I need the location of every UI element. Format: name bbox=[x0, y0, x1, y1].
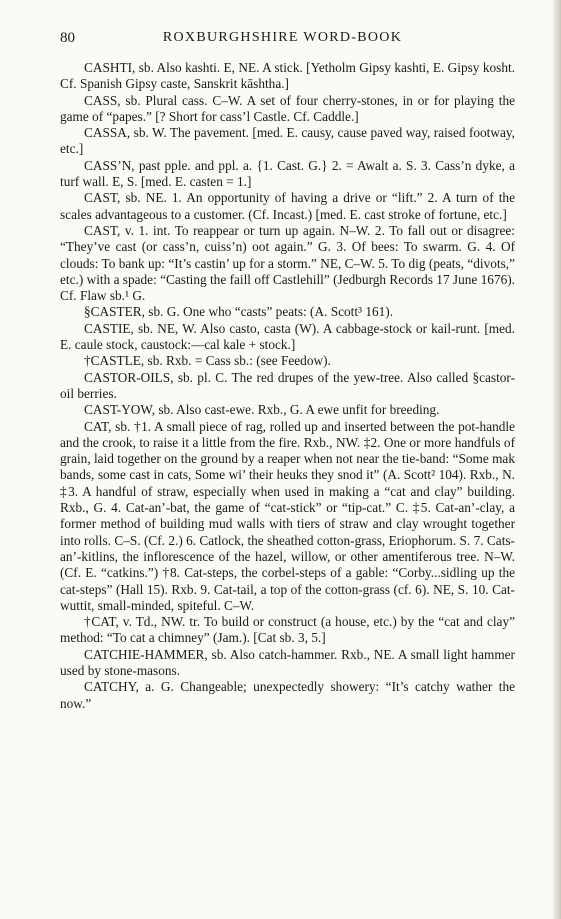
dictionary-entry bbox=[60, 321, 515, 354]
entry-headword: CASS’N bbox=[84, 157, 132, 173]
entry-headword: CAST-YOW bbox=[84, 402, 152, 418]
entry-text: , sb. Plural cass. C–W. A set of four cherry-stones, in or for playing the game of “papes.” [? Short for cass’l Castle. Cf. Caddle.] bbox=[60, 92, 515, 124]
dictionary-entry bbox=[60, 402, 515, 418]
dictionary-entry bbox=[60, 370, 515, 403]
entry-headword: CASTOR-OILS bbox=[84, 369, 171, 385]
entry-headword: CATCHIE-HAMMER bbox=[84, 646, 205, 662]
entry-text: , sb. Also cast-ewe. Rxb., G. A ewe unfit for breeding. bbox=[151, 402, 440, 418]
entry-text: , sb. Also kashti. E, NE. A stick. [Yetholm Gipsy kashti, E. Gipsy kosht. Cf. Spanish Gipsy caste, Sanskrit kāshtha.] bbox=[60, 60, 515, 92]
running-head: ROXBURGHSHIRE WORD-BOOK bbox=[162, 30, 403, 45]
dictionary-entry bbox=[60, 419, 515, 615]
entry-headword: CASHTI bbox=[84, 60, 133, 75]
page-body bbox=[60, 60, 515, 712]
page-edge bbox=[553, 0, 561, 919]
entry-text: , sb. pl. C. The red drupes of the yew-tree. Also called §castor-oil berries. bbox=[60, 369, 515, 401]
dictionary-entry bbox=[60, 304, 515, 320]
entry-text: , sb. Rxb. = Cass sb.: (see Feedow). bbox=[140, 353, 331, 369]
entry-text: , a. G. Changeable; unexpectedly showery: “It’s catchy wather the now.” bbox=[60, 679, 515, 711]
dictionary-entry bbox=[60, 190, 515, 223]
entry-text: , v. Td., NW. tr. To build or construct (a house, etc.) by the “cat and clay” method: “To cat a chimney” (Jam.). [Cat sb. 3, 5.] bbox=[60, 614, 515, 646]
entry-headword: CASS bbox=[84, 92, 118, 108]
entry-headword: CAT bbox=[84, 418, 109, 434]
entry-text: , sb. NE. 1. An opportunity of having a drive or “lift.” 2. A turn of the scales advantageous to a customer. (Cf. Incast.) [med. E. cast stroke of fortune, etc.] bbox=[60, 190, 515, 222]
dictionary-entry bbox=[60, 223, 515, 304]
entry-text: , v. 1. int. To reappear or turn up again. N–W. 2. To fall out or disagree: “They’ve cast (or cass’n, cuiss’n) oot again.” G. 3. Of bees: To swarm. G. 4. Of clouds: To bank up: “It’s castin’ up for a storm.” NE, C–W. 5. To dig (peats, “divots,” etc.) with a spade: “Casting the faill off Castlehill” (Jedburgh Records 17 June 1676). Cf. Flaw sb.¹ G. bbox=[60, 222, 515, 304]
dictionary-entry bbox=[60, 353, 515, 369]
dictionary-entry bbox=[60, 93, 515, 126]
dictionary-entry bbox=[60, 158, 515, 191]
page-header bbox=[60, 30, 505, 48]
entry-headword: †CAT bbox=[84, 614, 116, 630]
entry-headword: CASSA bbox=[84, 125, 127, 141]
entry-headword: CAST bbox=[84, 190, 118, 206]
entry-text: , sb. †1. A small piece of rag, rolled up and inserted between the pot-handle and the crook, to raise it a little from the fire. Rxb., NW. ‡2. One or more handfuls of grain, laid together on the ground by a reaper when not near the tie-band: “Some mak bands, some cast in cats, Some wi’ their heuks they snod it” (A. Scott² 104). Rxb., N. ‡3. A handful of straw, especially when used in making a “cat and clay” building. Rxb., G. 4. Cat-an’-bat, the game of “cat-stick” or “tip-cat.” C. ‡5. Cat-an’-clay, a former method of building mud walls with tiers of straw and clay wrought together into rolls. C–S. (Cf. 2.) 6. Catlock, the sheathed cotton-grass, Eriophorum. S. 7. Cats-an’-kitlins, the inflorescence of the hazel, willow, or other amentiferous tree. N–W. (Cf. E. “catkins.”) †8. Cat-steps, the corbel-steps of a gable: “Corby...sidling up the cat-steps” (Hall 15). Rxb. 9. Cat-tail, a top of the cotton-grass (cf. 6). NE, S. 10. Cat-wuttit, small-minded, spiteful. C–W. bbox=[60, 418, 515, 613]
dictionary-entry bbox=[60, 125, 515, 158]
entry-text: , sb. Also catch-hammer. Rxb., NE. A small light hammer used by stone-masons. bbox=[60, 646, 515, 678]
dictionary-entry bbox=[60, 60, 515, 93]
entry-headword: §CASTER bbox=[84, 304, 142, 320]
dictionary-entry bbox=[60, 647, 515, 680]
entry-text: , sb. NE, W. Also casto, casta (W). A cabbage-stock or kail-runt. [med. E. caule stock, caustock:—cal kale + stock.] bbox=[60, 320, 515, 353]
entry-headword: †CASTLE bbox=[84, 353, 141, 369]
entry-text: , sb. G. One who “casts” peats: (A. Scott³ 161). bbox=[141, 304, 394, 320]
entry-text: , sb. W. The pavement. [med. E. causy, cause paved way, raised footway, etc.] bbox=[60, 125, 515, 157]
entry-text: , past pple. and ppl. a. {1. Cast. G.} 2. = Awalt a. S. 3. Cass’n dyke, a turf wall. E, S. [med. E. casten = 1.] bbox=[60, 157, 515, 190]
dictionary-entry bbox=[60, 614, 515, 647]
page-number: 80 bbox=[60, 30, 75, 46]
dictionary-entry bbox=[60, 679, 515, 712]
entry-headword: CASTIE bbox=[84, 320, 131, 336]
entry-headword: CAST bbox=[84, 222, 118, 238]
entry-headword: CATCHY bbox=[84, 679, 136, 695]
